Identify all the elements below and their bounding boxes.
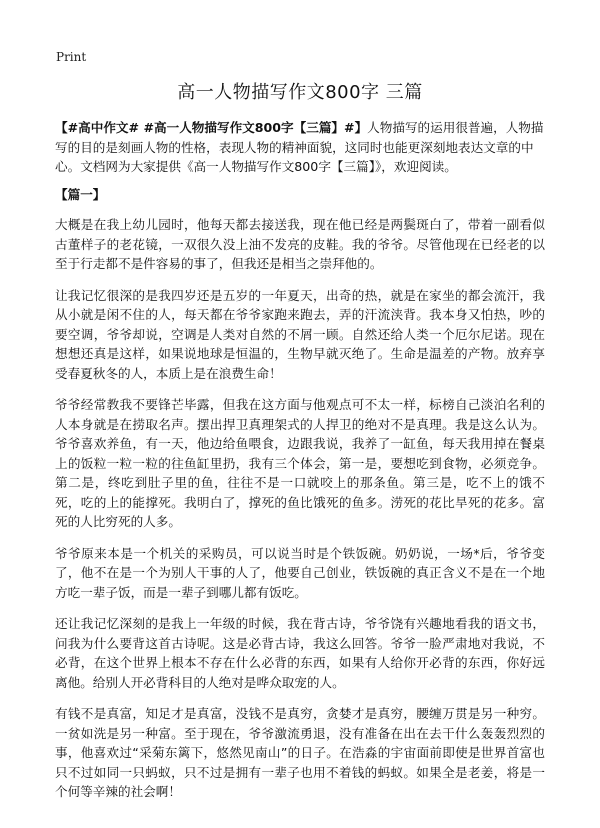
paragraph-3: 爷爷经常教我不要锋芒毕露，但我在这方面与他观点可不太一样，标榜自己淡泊名利的人本身就是在捞取名声。摆出捍卫真理架式的人捍卫的绝对不是真理。我是这么认为。爷爷喜欢养鱼，有一天，他边给鱼喂食，边跟我说，我养了一缸鱼，每天我用掉在餐桌上的饭粒一粒一粒的往鱼缸里扔，我有三个体会，第一是，要想吃到食物，必须竞争。第二是，终吃到肚子里的鱼，往往不是一口就咬上的那条鱼。第三是，吃不上的饿不死，吃的上的能撑死。我明白了，撑死的鱼比饿死的鱼多。涝死的花比旱死的花多。富死的人比穷死的人多。: [55, 397, 545, 529]
paragraph-6: 有钱不是真富，知足才是真富，没钱不是真穷，贪婪才是真穷，腰缠万贯是另一种穷。一贫如洗是另一种富。至于现在，爷爷激流勇退，没有准备在出在去干什么轰轰烈烈的事，他喜欢过“采菊东篱下，悠然见南山”的日子。在浩淼的宇宙面前即使是世界首富也只不过如同一只蚂蚁，只不过是拥有一辈子也用不着钱的蚂蚁。如果全是老姜，将是一个何等辛辣的社会啊！: [55, 706, 545, 799]
paragraph-1: 大概是在我上幼儿园时，他每天都去接送我，现在他已经是两鬓斑白了，带着一副看似古董样子的老花镜，一双很久没上油不发亮的皮鞋。我的爷爷。尽管他现在已经老的以至于行走都不是件容易的事了，但我还是相当之崇拜他的。: [55, 217, 545, 271]
page-title: 高一人物描写作文800字 三篇: [177, 82, 423, 103]
paragraph-4: 爷爷原来本是一个机关的采购员，可以说当时是个铁饭碗。奶奶说，一场*后，爷爷变了，他不在是一个为别人干事的人了，他要自己创业，铁饭碗的真正含义不是在一个地方吃一辈子饭，而是一辈子到哪儿都有饭吃。: [55, 545, 545, 600]
intro-paragraph: [55, 118, 545, 177]
paragraph-5: 还让我记忆深刻的是我上一年级的时候，我在背古诗，爷爷饶有兴趣地看我的语文书，问我为什么要背这首古诗呢。这是必背古诗，我这么回答。爷爷一脸严肃地对我说，不必背，在这个世界上根本不存在什么必背的东西，如果有人给你开必背的东西，你好远离他。给别人开必背科目的人绝对是哗众取宠的人。: [55, 616, 545, 690]
print-link[interactable]: Print: [56, 50, 87, 64]
intro-tags: 【#高中作文# #高一人物描写作文800字【三篇】#】: [55, 120, 368, 135]
article-body: [55, 118, 545, 814]
paragraph-2: 让我记忆很深的是我四岁还是五岁的一年夏天，出奇的热，就是在家坐的都会流汗，我从小就是闲不住的人，每天都在爷爷家跑来跑去，弄的汗流浃背。我本身又怕热，吵的要空调，爷爷却说，空调是人类对自然的不屑一顾。自然还给人类一个厄尔尼诺。现在想想还真是这样，如果说地球是恒温的，生物早就灭绝了。生命是温差的产物。放弃享受春夏秋冬的人，本质上是在浪费生命！: [55, 287, 545, 381]
section-heading: 【篇一】: [55, 186, 106, 202]
intro-text: 人物描写的运用很普遍，人物描写的目的是刻画人物的性格，表现人物的精神面貌，这同时也能更深刻地表达文章的中心。文档网为大家提供《高一人物描写作文800字【三篇】》，欢迎阅读。: [55, 120, 544, 174]
